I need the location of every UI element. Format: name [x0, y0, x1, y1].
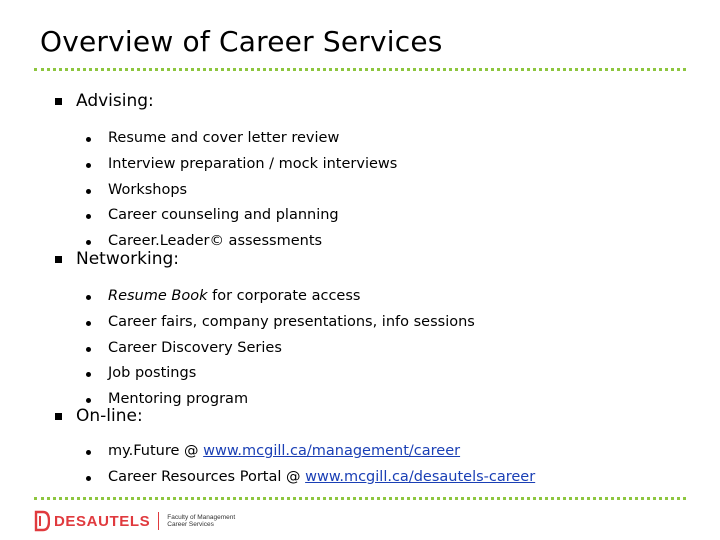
list-item-text: Career.Leader© assessments — [108, 233, 323, 250]
bullet-icon — [86, 295, 91, 300]
list-item — [55, 439, 535, 465]
section-networking — [55, 248, 475, 413]
bullet-icon — [86, 347, 91, 352]
desautels-career-link[interactable]: www.mcgill.ca/desautels-career — [305, 468, 536, 485]
logo-wordmark: DESAUTELS — [54, 512, 151, 530]
list-item — [55, 203, 397, 229]
list-item — [55, 465, 535, 491]
desautels-shield-icon — [34, 510, 50, 532]
logo-sub-line: Career Services — [167, 521, 214, 528]
list-item-text: for corporate access — [207, 288, 361, 304]
bullet-icon — [86, 189, 91, 194]
section-heading-online — [55, 405, 535, 427]
bullet-icon — [86, 450, 91, 455]
list-item-text: Career Discovery Series — [108, 339, 282, 356]
list-item-text: Career fairs, company presentations, info sessions — [108, 313, 475, 330]
section-advising — [55, 90, 397, 255]
footer-divider — [34, 497, 686, 500]
list-item — [55, 152, 397, 178]
list-item — [55, 284, 475, 310]
list-item-text: Job postings — [108, 365, 197, 382]
advising-list — [55, 126, 397, 255]
desautels-logo — [34, 509, 235, 533]
resume-book-text: Resume Book — [108, 288, 208, 304]
bullet-icon — [86, 240, 91, 245]
list-item-text: Interview preparation / mock interviews — [108, 155, 398, 172]
list-item — [55, 310, 475, 336]
bullet-icon — [86, 321, 91, 326]
bullet-icon — [86, 214, 91, 219]
list-item — [55, 361, 475, 387]
bullet-icon — [86, 372, 91, 377]
bullet-icon — [86, 398, 91, 403]
list-item-text: Workshops — [108, 181, 188, 198]
square-bullet-icon — [55, 98, 62, 105]
management-career-link[interactable]: www.mcgill.ca/management/career — [203, 443, 461, 459]
list-item — [55, 126, 397, 152]
logo-sub-line: Faculty of Management — [167, 513, 236, 521]
list-item — [55, 336, 475, 362]
section-heading-advising — [55, 90, 397, 112]
section-heading-label: Networking: — [76, 249, 179, 269]
section-heading-label: On-line: — [76, 406, 143, 426]
page-title: Overview of Career Services — [40, 25, 443, 58]
list-item-text: Mentoring program — [108, 391, 249, 408]
list-item-text: my.Future @ — [108, 443, 204, 459]
list-item-text: Career counseling and planning — [108, 207, 339, 224]
bullet-icon — [86, 137, 91, 142]
networking-list — [55, 284, 475, 413]
square-bullet-icon — [55, 413, 62, 420]
section-heading-label: Advising: — [76, 91, 154, 111]
online-list — [55, 439, 535, 491]
bullet-icon — [86, 476, 91, 481]
section-online — [55, 405, 535, 491]
list-item — [55, 178, 397, 204]
bullet-icon — [86, 163, 91, 168]
list-item-text: Resume and cover letter review — [108, 130, 340, 146]
list-item-text: Career Resources Portal @ — [108, 468, 306, 485]
logo-divider — [158, 512, 159, 530]
title-divider — [34, 68, 686, 71]
section-heading-networking — [55, 248, 475, 270]
logo-subtitle — [167, 514, 235, 529]
square-bullet-icon — [55, 256, 62, 263]
